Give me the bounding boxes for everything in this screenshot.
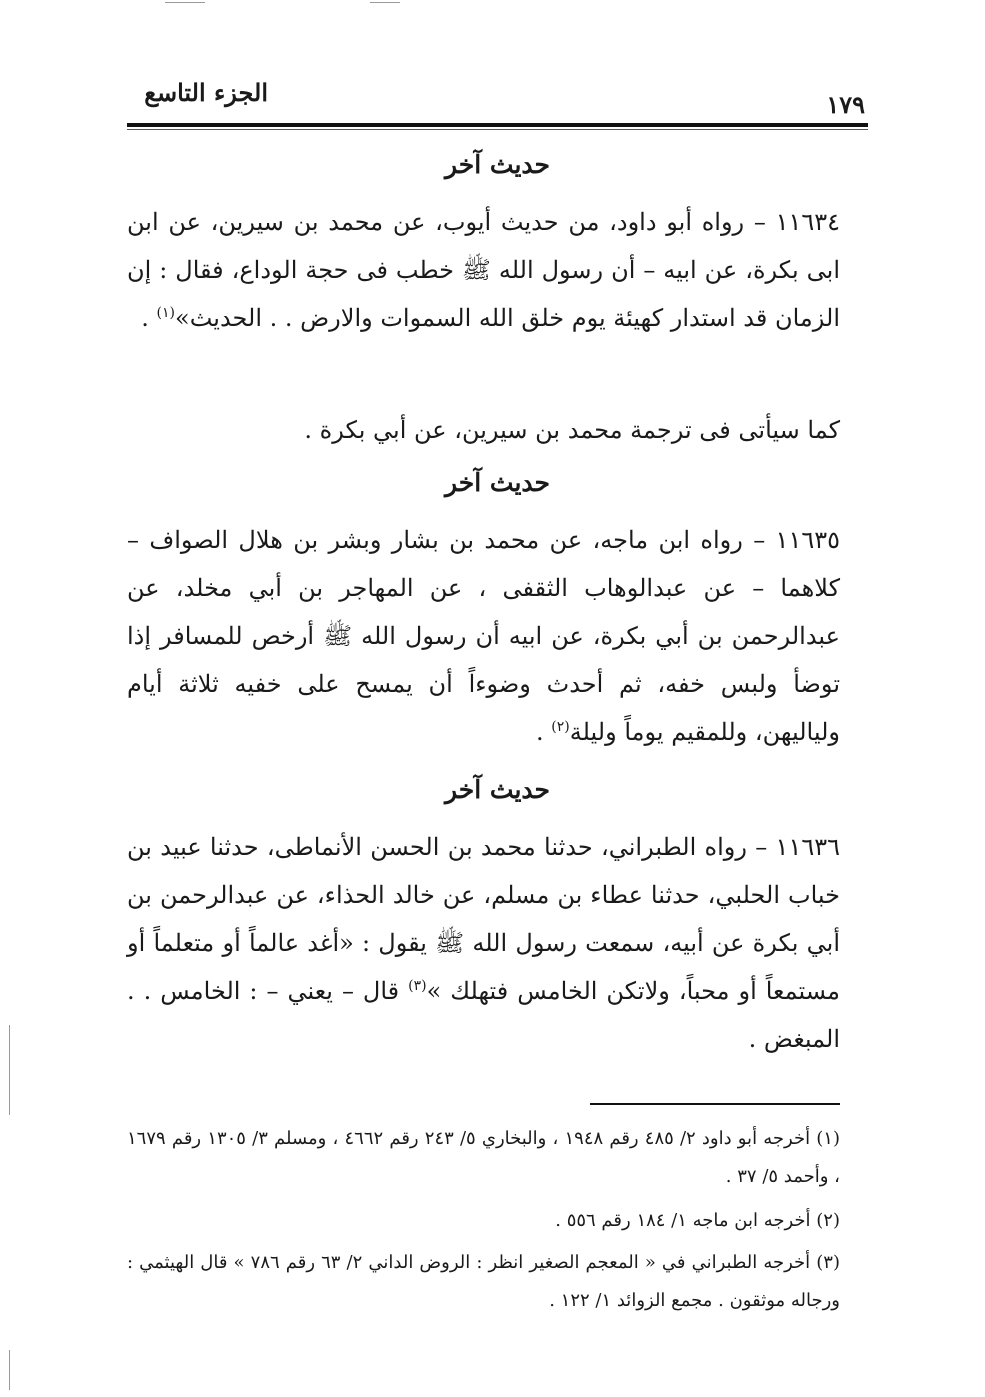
hadith-text-end: . — [141, 304, 157, 332]
page-number: ١٧٩ — [826, 90, 865, 119]
hadith-paragraph — [127, 823, 840, 1063]
footnote-separator — [590, 1103, 840, 1105]
footnote-item: (١) أخرجه أبو داود ٢/ ٤٨٥ رقم ١٩٤٨ ، والبخاري ٥/ ٢٤٣ رقم ٤٦٦٢ ، ومسلم ٣/ ١٣٠٥ رقم ١٦٧٩ ، وأحمد ٥/ ٣٧ . — [127, 1128, 840, 1187]
hadith-text: ١١٦٣٥ – رواه ابن ماجه، عن محمد بن بشار وبشر بن هلال الصواف – كلاهما – عن عبدالوهاب الثقفى ، عن المهاجر بن أبي مخلد، عن عبدالرحمن بن أبي بكرة، عن ابيه أن رسول الله ﷺ أرخص للمسافر إذا توضأ ولبس خفه، ثم أحدث وضوءاً أن يمسح على خفيه ثلاثة أيام ولياليهن، وللمقيم يوماً وليلة — [127, 526, 841, 746]
hadith-text: ١١٦٣٤ – رواه أبو داود، من حديث أيوب، عن محمد بن سيرين، عن ابن ابى بكرة، عن ابيه – أن رسول الله ﷺ خطب فى حجة الوداع، فقال : إن الزمان قد استدار كهيئة يوم خلق الله السموات والارض . . الحديث» — [127, 208, 841, 332]
cross-reference-note: كما سيأتى فى ترجمة محمد بن سيرين، عن أبي بكرة . — [304, 416, 840, 444]
hadith-text: ١١٦٣٦ – رواه الطبراني، حدثنا محمد بن الحسن الأنماطى، حدثنا عبيد بن خباب الحلبي، حدثنا عطاء بن مسلم، عن خالد الحذاء، عن عبدالرحمن بن أبي بكرة عن أبيه، سمعت رسول الله ﷺ يقول : «أغد عالماً أو متعلماً أو مستمعاً أو محباً، ولاتكن الخامس فتهلك » — [127, 833, 841, 1005]
scan-margin-mark — [9, 1350, 10, 1390]
section-heading: حديث آخر — [445, 468, 550, 497]
header-rule — [127, 123, 868, 127]
hadith-paragraph — [127, 198, 840, 342]
footnote-item: (٣) أخرجه الطبراني في « المعجم الصغير انظر : الروض الداني ٢/ ٦٣ رقم ٧٨٦ » قال الهيثمي : ورجاله موثقون . مجمع الزوائد ١/ ١٢٢ . — [127, 1252, 840, 1311]
hadith-paragraph — [127, 516, 840, 756]
header-rule-thin — [127, 129, 868, 130]
section-heading: حديث آخر — [445, 150, 550, 179]
section-heading: حديث آخر — [445, 775, 550, 804]
volume-title: الجزء التاسع — [144, 78, 268, 107]
footnote-ref[interactable]: (٣) — [408, 978, 427, 994]
scan-edge-mark — [165, 2, 205, 3]
hadith-text-end: قال – يعني – : الخامس . . المبغض . — [127, 977, 840, 1053]
scan-margin-mark — [9, 1025, 10, 1115]
footnote-ref[interactable]: (١) — [156, 305, 176, 321]
footnote-ref[interactable]: (٢) — [551, 719, 570, 735]
scan-edge-mark — [370, 2, 400, 3]
footnote-item: (٢) أخرجه ابن ماجه ١/ ١٨٤ رقم ٥٥٦ . — [555, 1210, 840, 1231]
hadith-text-end: . — [536, 718, 552, 746]
